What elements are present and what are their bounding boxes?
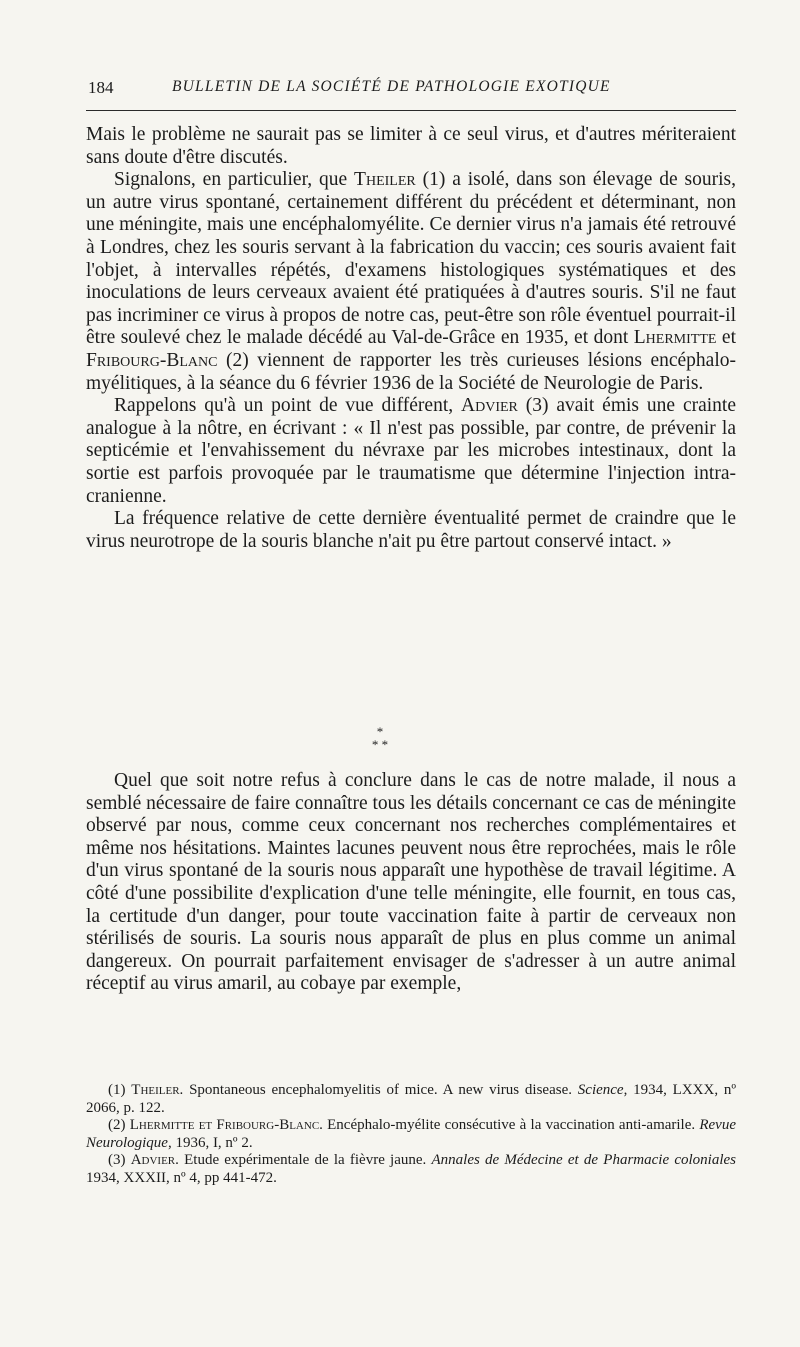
footnote-3 xyxy=(86,1152,736,1187)
paragraph-5 xyxy=(86,770,736,996)
author-fribourg-blanc: Fribourg-Blanc xyxy=(86,349,218,371)
paragraph-3-text-b: (3) avait émis une crainte analogue à la nôtre, en écrivant : « Il n'est pas possible, par contre, de prévenir la septicémie et l'envahissement du névraxe par les microbes intestinaux, dont la sortie est parfois provoquée par le traumatisme que détermine l'injection intra-cranienne. xyxy=(86,395,736,507)
footnote-2 xyxy=(86,1117,736,1152)
page-header xyxy=(86,74,736,111)
author-lhermitte: Lhermitte xyxy=(633,327,717,349)
author-advier: Advier xyxy=(461,395,518,417)
footnote-1 xyxy=(86,1082,736,1117)
footnote-2-number: (2) xyxy=(108,1117,130,1133)
footnote-1-details: , 1934, LXXX, nº 2066, p. 122. xyxy=(86,1082,737,1116)
journal-title: BULLETIN DE LA SOCIÉTÉ DE PATHOLOGIE EXOTIQUE xyxy=(172,78,611,95)
paragraph-4-text: La fréquence relative de cette dernière éventualité permet de craindre que le virus neurotrope de la souris blanche n'ait pu être partout conservé intact. » xyxy=(86,508,736,552)
footnote-3-title: Etude expérimentale de la fièvre jaune. xyxy=(178,1152,432,1168)
footnote-2-author: Lhermitte et Fribourg-Blanc. xyxy=(129,1117,323,1133)
footnotes xyxy=(86,1082,736,1187)
footnote-2-details: , 1936, I, nº 2. xyxy=(167,1134,253,1151)
footnote-3-author: Advier. xyxy=(130,1152,179,1168)
footnote-3-details: 1934, XXXII, nº 4, pp 441-472. xyxy=(86,1169,277,1186)
footnote-1-journal: Science xyxy=(577,1082,624,1098)
asterisk-bottom: * * xyxy=(371,737,389,752)
footnote-2-title: Encéphalo-myélite consécutive à la vaccination anti-amarile. xyxy=(322,1117,700,1133)
author-theiler: Theiler xyxy=(354,169,416,191)
page-number: 184 xyxy=(88,78,114,97)
paragraph-3 xyxy=(86,395,736,508)
body-text-section-2 xyxy=(86,770,736,996)
paragraph-4 xyxy=(86,508,736,553)
section-separator-asterisks xyxy=(360,725,400,755)
paragraph-3-text-a: Rappelons qu'à un point de vue différent, xyxy=(114,395,462,417)
asterisk-top: * xyxy=(376,724,384,739)
paragraph-1-text: Mais le problème ne saurait pas se limiter à ce seul virus, et d'autres mériteraient sans doute d'être discutés. xyxy=(86,124,736,168)
paragraph-2-text-c: et xyxy=(716,327,737,349)
paragraph-1 xyxy=(86,124,736,169)
paragraph-2-text-d: (2) viennent de rapporter les très curieuses lésions encéphalo-myélitiques, à la séance du 6 février 1936 de la Société de Neurologie de Paris. xyxy=(86,349,736,394)
paragraph-2-text-a: Signalons, en particulier, que xyxy=(114,169,355,191)
footnote-3-journal: Annales de Médecine et de Pharmacie coloniales xyxy=(431,1152,736,1168)
body-text-section-1 xyxy=(86,124,736,553)
footnote-1-title: Spontaneous encephalomyelitis of mice. A new virus disease. xyxy=(183,1082,578,1098)
paragraph-2-text-b: (1) a isolé, dans son élevage de souris, un autre virus spontané, certainement différent du précédent et déterminant, non une méningite, mais une encéphalomyélite. Ce dernier virus n'a jamais été retrouvé à Londres, chez les souris servant à la fabrication du vaccin; ces souris avaient fait l'objet, à intervalles répétés, d'examens histologiques systématiques et des inoculations de leurs cerveaux avaient été pratiquées à d'autres souris. S'il ne faut pas incriminer ce virus à propos de notre cas, peut-être son rôle éventuel pourrait-il être soulevé chez le malade décédé au Val-de-Grâce en 1935, et dont xyxy=(86,169,736,349)
paragraph-2 xyxy=(86,169,736,395)
footnote-2-journal: Revue Neurologique xyxy=(86,1117,736,1151)
footnote-3-number: (3) xyxy=(108,1152,131,1168)
footnote-1-number: (1) xyxy=(108,1082,132,1098)
paragraph-5-text: Quel que soit notre refus à conclure dans le cas de notre malade, il nous a semblé nécessaire de faire connaître tous les détails concernant ce cas de méningite observé par nous, comme ceux concernant nos recherches complémentaires et même nos hésitations. Maintes lacunes peuvent nous être reprochées, mais le rôle d'un virus spontané de la souris nous apparaît une hypothèse de travail légitime. A côté d'une possibilite d'explication d'une telle méningite, elle fournit, en tous cas, la certitude d'un danger, pour toute vaccination faite à partir de cerveaux non stérilisés de souris. La souris nous apparaît de plus en plus comme un animal dangereux. On pourrait parfaitement envisager de s'adresser à un autre animal réceptif au virus amaril, au cobaye par exemple, xyxy=(86,770,736,995)
footnote-1-author: Theiler. xyxy=(131,1082,184,1098)
